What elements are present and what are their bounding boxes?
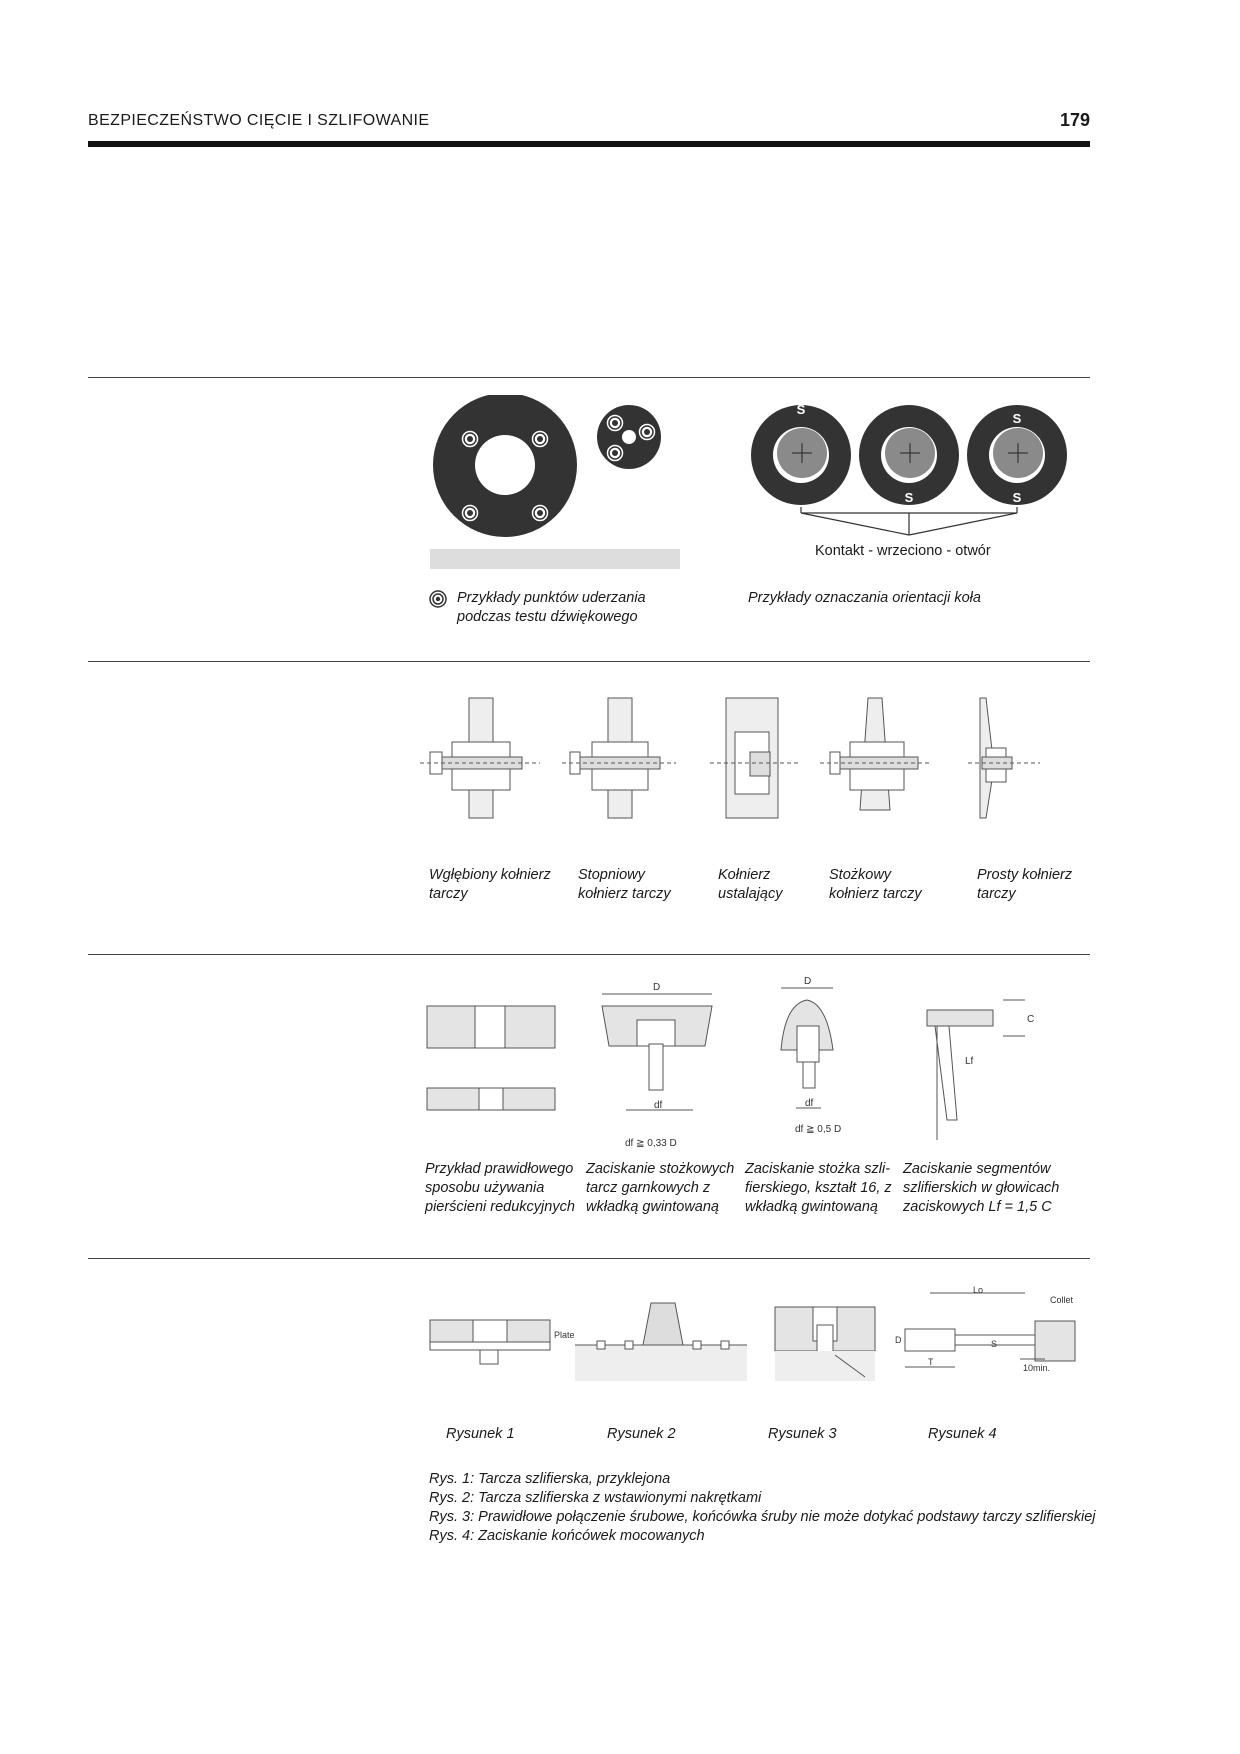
svg-text:Lo: Lo bbox=[973, 1285, 984, 1295]
screw-connection-drawing bbox=[775, 1307, 875, 1381]
svg-text:df ≧ 0,5 D: df ≧ 0,5 D bbox=[795, 1124, 842, 1135]
section-divider-1 bbox=[88, 377, 1090, 378]
contact-leader-lines bbox=[801, 507, 1017, 535]
recessed-flange-drawing bbox=[420, 698, 540, 818]
figure-label-4: Rysunek 4 bbox=[928, 1426, 997, 1442]
mounted-point-collet-drawing bbox=[895, 1285, 1075, 1373]
svg-text:df ≧ 0,33 D: df ≧ 0,33 D bbox=[625, 1138, 677, 1149]
flange-caption-tapered: Stożkowy kołnierz tarczy bbox=[829, 867, 922, 902]
svg-text:Lf: Lf bbox=[965, 1056, 974, 1067]
svg-text:Collet: Collet bbox=[1050, 1295, 1074, 1305]
flange-caption-stepped: Stopniowy kołnierz tarczy bbox=[578, 867, 671, 902]
svg-text:T: T bbox=[928, 1357, 934, 1367]
tapered-flange-drawing bbox=[820, 698, 932, 810]
orientation-caption: Przykłady oznaczania orientacji koła bbox=[748, 590, 981, 606]
reducing-rings-drawing bbox=[427, 1006, 555, 1110]
svg-text:S: S bbox=[991, 1339, 998, 1349]
clamping-caption-reducing-rings: Przykład prawidłowego sposobu używania pierścieni redukcyjnych bbox=[425, 1161, 575, 1215]
figure-note-1: Rys. 1: Tarcza szlifierska, przyklejona bbox=[429, 1471, 671, 1487]
flange-caption-recessed: Wgłębiony kołnierz tarczy bbox=[429, 867, 551, 902]
page-number: 179 bbox=[1059, 110, 1090, 130]
flange-caption-straight: Prosty kołnierz tarczy bbox=[977, 867, 1073, 902]
grinding-cone-drawing bbox=[781, 976, 841, 1135]
figure-note-2: Rys. 2: Tarcza szlifierska z wstawionymi nakrętkami bbox=[429, 1490, 762, 1506]
section-divider-3 bbox=[88, 954, 1090, 955]
tapered-cup-wheel-drawing bbox=[602, 982, 712, 1149]
clamping-methods-figure bbox=[425, 970, 1065, 1150]
grinding-segment-drawing bbox=[927, 1000, 1034, 1140]
svg-text:D: D bbox=[653, 982, 661, 993]
mounting-methods-figure bbox=[425, 1285, 1085, 1405]
svg-text:D: D bbox=[804, 976, 812, 987]
figure-label-2: Rysunek 2 bbox=[607, 1426, 676, 1442]
figure-label-1: Rysunek 1 bbox=[446, 1426, 515, 1442]
orientation-mark-s: S bbox=[904, 490, 914, 505]
bonded-wheel-drawing bbox=[430, 1320, 575, 1364]
section-divider-2 bbox=[88, 661, 1090, 662]
strike-points-legend-caption: Przykłady punktów uderzania podczas testu dźwiękowego bbox=[457, 590, 646, 625]
orientation-wheel-1 bbox=[751, 405, 851, 505]
retaining-flange-drawing bbox=[710, 698, 798, 818]
clamping-caption-segments: Zaciskanie segmentów szlifierskich w głowicach zaciskowych Lf = 1,5 C bbox=[903, 1161, 1060, 1215]
svg-text:df: df bbox=[805, 1098, 814, 1109]
wheel-base-band bbox=[430, 549, 680, 569]
section-divider-4 bbox=[88, 1258, 1090, 1259]
running-header-title: BEZPIECZEŃSTWO CIĘCIE I SZLIFOWANIE bbox=[88, 112, 430, 129]
clamping-caption-cup-wheels: Zaciskanie stożkowych tarcz garnkowych z wkładką gwintowaną bbox=[586, 1161, 735, 1215]
orientation-mark-s: S bbox=[1012, 411, 1022, 426]
header-rule bbox=[88, 141, 1090, 147]
svg-text:Plate: Plate bbox=[554, 1330, 575, 1340]
svg-text:df: df bbox=[654, 1100, 663, 1111]
clamping-caption-cone: Zaciskanie stożka szli- fierskiego, kształt 16, z wkładką gwintowaną bbox=[745, 1161, 892, 1215]
figure-note-3: Rys. 3: Prawidłowe połączenie śrubowe, końcówka śruby nie może dotykać podstawy tarczy szlifierskiej bbox=[429, 1509, 1096, 1525]
svg-text:10min.: 10min. bbox=[1023, 1363, 1051, 1373]
strike-point-legend-icon bbox=[428, 589, 448, 609]
orientation-mark-s: S bbox=[1012, 490, 1022, 505]
contact-label: Kontakt - wrzeciono - otwór bbox=[815, 543, 991, 559]
orientation-mark-s: S bbox=[796, 402, 806, 417]
figure-notes bbox=[429, 1470, 1095, 1546]
svg-text:D: D bbox=[895, 1335, 902, 1345]
svg-text:C: C bbox=[1027, 1014, 1035, 1025]
straight-flange-drawing bbox=[968, 698, 1040, 818]
large-wheel-strike-points bbox=[433, 395, 577, 537]
stepped-flange-drawing bbox=[562, 698, 676, 818]
inserted-nuts-wheel-drawing bbox=[575, 1303, 747, 1381]
flange-types-figure bbox=[420, 690, 1080, 820]
figure-note-4: Rys. 4: Zaciskanie końcówek mocowanych bbox=[429, 1528, 705, 1544]
figure-label-3: Rysunek 3 bbox=[768, 1426, 837, 1442]
flange-caption-retaining: Kołnierz ustalający bbox=[718, 867, 783, 902]
small-wheel-strike-points bbox=[597, 405, 661, 469]
